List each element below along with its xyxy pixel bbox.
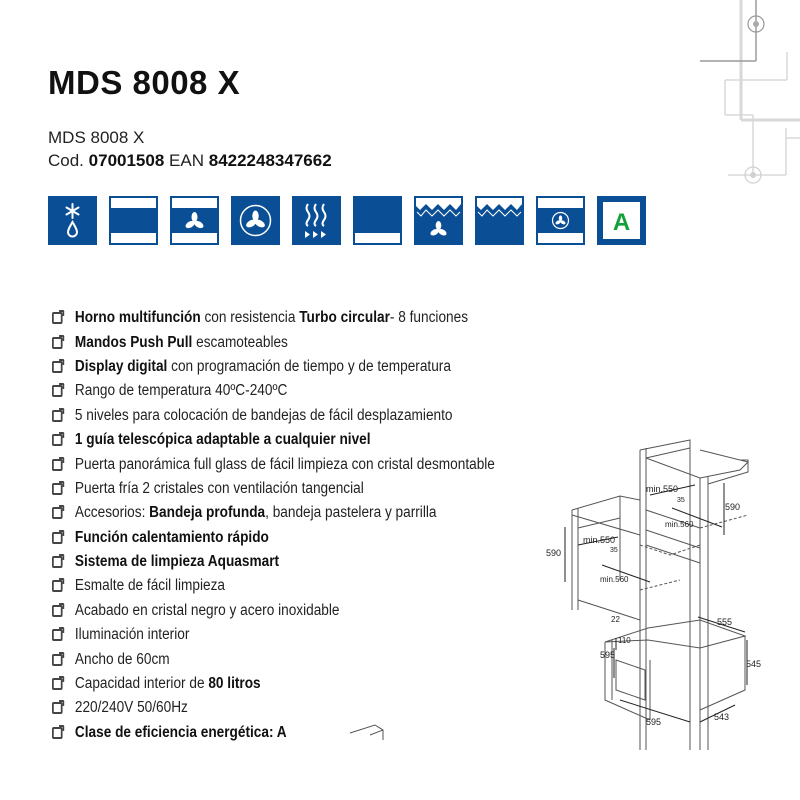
oven-width-label: 595 — [646, 717, 662, 727]
bottom-heat-icon — [353, 196, 402, 245]
function-icons — [48, 196, 646, 245]
column-min-width-label: min.550 — [646, 484, 679, 494]
checkbox-bullet-icon — [52, 337, 63, 349]
fan-top-bottom-heat-icon — [170, 196, 219, 245]
feature-text-bold: 1 guía telescópica adaptable a cualquier nivel — [74, 431, 371, 449]
oven-body-depth-label: 543 — [714, 712, 730, 722]
feature-text-bold: Función calentamiento rápido — [74, 528, 269, 546]
feature-text: Puerta fría 2 cristales con ventilación tangencial — [74, 479, 364, 497]
feature-text: , bandeja pastelera y parrilla — [265, 504, 437, 522]
feature-text-bold: Turbo circular — [299, 309, 390, 327]
checkbox-bullet-icon — [52, 702, 63, 714]
ean-label: EAN — [169, 151, 204, 170]
feature-item — [52, 404, 495, 428]
checkbox-bullet-icon — [52, 507, 63, 519]
checkbox-bullet-icon — [52, 312, 63, 324]
defrost-icon — [48, 196, 97, 245]
undercounter-min-depth-label: min.560 — [600, 575, 629, 584]
feature-text: Accesorios: — [74, 504, 150, 522]
undercounter-min-width-label: min.550 — [583, 535, 616, 545]
checkbox-bullet-icon — [52, 410, 63, 422]
checkbox-bullet-icon — [52, 678, 63, 690]
eco-fan-icon — [536, 196, 585, 245]
feature-text-bold: Sistema de limpieza Aquasmart — [74, 553, 280, 571]
code-label: Cod. — [48, 151, 84, 170]
checkbox-bullet-icon — [52, 459, 63, 471]
checkbox-bullet-icon — [52, 556, 63, 568]
product-title: MDS 8008 X — [48, 64, 241, 101]
feature-text: Esmalte de fácil limpieza — [74, 577, 225, 595]
feature-text: 220/240V 50/60Hz — [74, 699, 188, 717]
feature-text: 5 niveles para colocación de bandejas de fácil desplazamiento — [74, 406, 453, 424]
oven-height-label: 595 — [600, 650, 616, 660]
feature-text: con programación de tiempo y de temperatura — [167, 357, 451, 375]
feature-text: Rango de temperatura 40ºC-240ºC — [74, 382, 288, 400]
feature-text-bold: Clase de eficiencia energética: A — [74, 723, 287, 741]
column-height-label: 590 — [725, 502, 741, 512]
checkbox-bullet-icon — [52, 605, 63, 617]
feature-item — [52, 379, 495, 403]
checkbox-bullet-icon — [52, 483, 63, 495]
checkbox-bullet-icon — [52, 532, 63, 544]
checkbox-bullet-icon — [52, 629, 63, 641]
product-code: 07001508 — [88, 151, 165, 170]
grill-icon — [475, 196, 524, 245]
installation-diagram — [340, 430, 780, 750]
checkbox-bullet-icon — [52, 385, 63, 397]
feature-text-bold: 80 litros — [208, 675, 261, 693]
energy-class-icon — [597, 196, 646, 245]
oven-body-height-label: 545 — [746, 659, 762, 669]
feature-item — [52, 306, 495, 330]
grill-fan-icon — [414, 196, 463, 245]
product-ean: 8422248347662 — [208, 151, 332, 170]
feature-text: Ancho de 60cm — [74, 650, 170, 668]
column-min-depth-label: min.560 — [665, 520, 694, 529]
oven-top-depth-label: 555 — [717, 617, 733, 627]
feature-text: con resistencia — [200, 309, 300, 327]
energy-class-label: A — [612, 209, 631, 236]
checkbox-bullet-icon — [52, 434, 63, 446]
checkbox-bullet-icon — [52, 654, 63, 666]
feature-text: Acabado en cristal negro y acero inoxidable — [74, 601, 340, 619]
feature-item — [52, 330, 495, 354]
turbo-circular-fan-icon — [231, 196, 280, 245]
product-codes — [48, 150, 332, 172]
top-bottom-heat-icon — [109, 196, 158, 245]
feature-item — [52, 355, 495, 379]
feature-text: Iluminación interior — [74, 626, 190, 644]
rapid-heating-icon — [292, 196, 341, 245]
decorative-circuit-lines — [700, 0, 800, 200]
checkbox-bullet-icon — [52, 727, 63, 739]
product-model: MDS 8008 X — [48, 128, 145, 147]
feature-text: Puerta panorámica full glass de fácil limpieza con cristal desmontable — [74, 455, 495, 473]
oven-top-offset-label: 22 — [611, 615, 620, 624]
checkbox-bullet-icon — [52, 580, 63, 592]
feature-text: escamoteables — [192, 333, 288, 351]
feature-text: - 8 funciones — [389, 309, 469, 327]
oven-panel-label: 110 — [618, 636, 631, 645]
feature-text-bold: Mandos Push Pull — [74, 333, 193, 351]
feature-text: Capacidad interior de — [74, 675, 209, 693]
undercounter-depth-offset-label: 35 — [610, 547, 618, 554]
column-depth-offset-label: 35 — [677, 497, 685, 504]
checkbox-bullet-icon — [52, 361, 63, 373]
feature-text-bold: Display digital — [74, 357, 168, 375]
feature-text-bold: Bandeja profunda — [149, 504, 266, 522]
feature-text-bold: Horno multifunción — [74, 309, 201, 327]
undercounter-height-label: 590 — [546, 548, 562, 558]
